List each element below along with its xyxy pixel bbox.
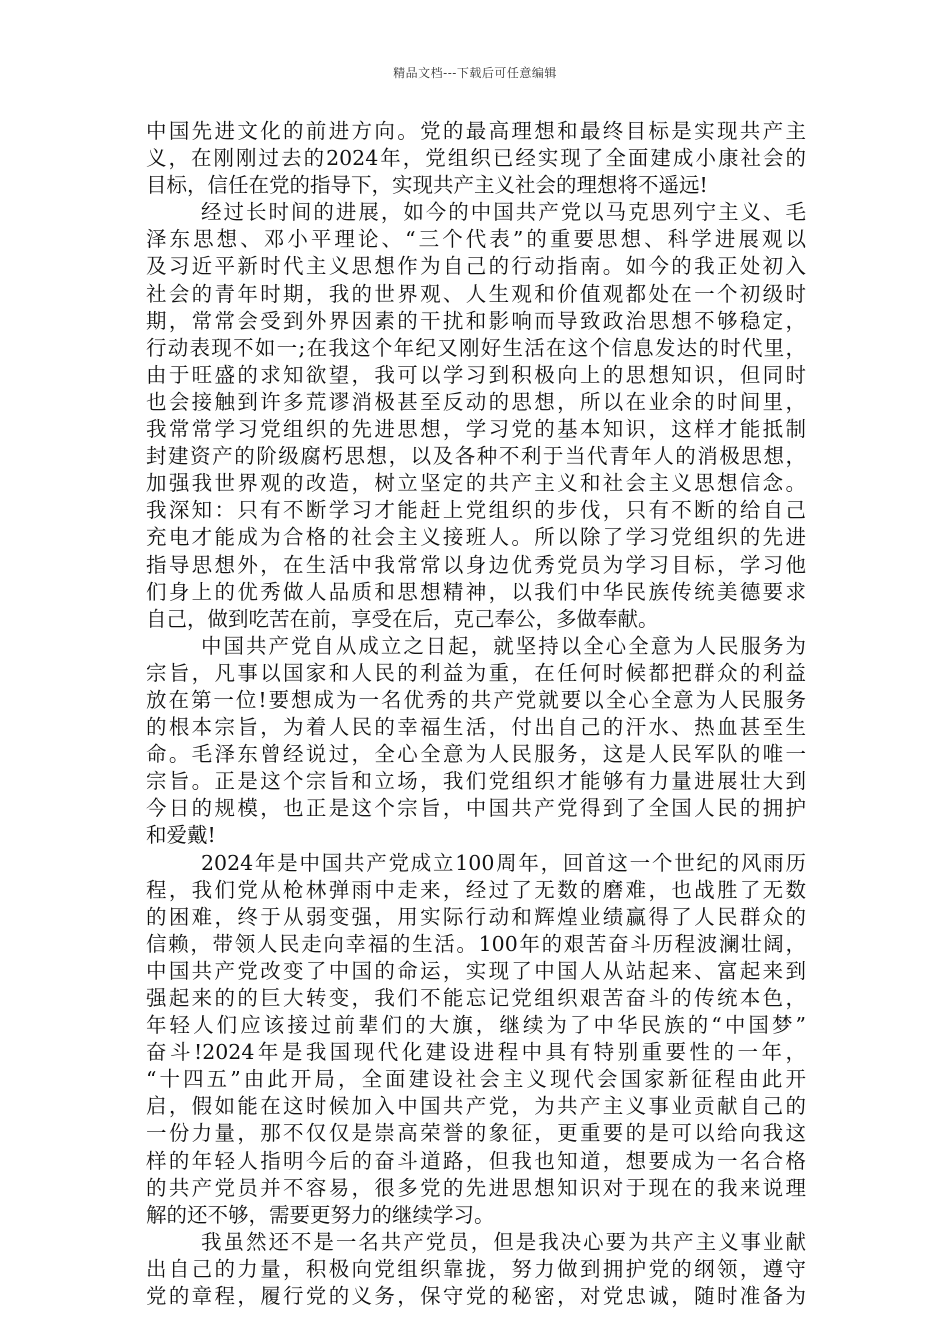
text-line: 程，我们党从枪林弹雨中走来，经过了无数的磨难，也战胜了无数 [146, 877, 806, 902]
text-line: 今日的规模，也正是这个宗旨，中国共产党得到了全国人民的拥护 [146, 796, 806, 821]
text-line: 宗旨，凡事以国家和人民的利益为重，在任何时候都把群众的利益 [146, 660, 806, 685]
text-line: 2024年是中国共产党成立100周年，回首这一个世纪的风雨历 [201, 850, 806, 875]
text-line: 义，在刚刚过去的2024年，党组织已经实现了全面建成小康社会的 [146, 146, 806, 171]
text-line: 信赖，带领人民走向幸福的生活。100年的艰苦奋斗历程波澜壮阔， [146, 931, 806, 956]
text-line: 放在第一位!要想成为一名优秀的共产党就要以全心全意为人民服务 [146, 687, 806, 712]
text-line: 我常常学习党组织的先进思想，学习党的基本知识，这样才能抵制 [146, 417, 806, 442]
text-line: 们身上的优秀做人品质和思想精神，以我们中华民族传统美德要求 [146, 579, 806, 604]
text-line: 命。毛泽东曾经说过，全心全意为人民服务，这是人民军队的唯一 [146, 742, 806, 767]
text-line: 自己，做到吃苦在前，享受在后，克己奉公，多做奉献。 [146, 606, 659, 631]
text-line: 奋斗!2024年是我国现代化建设进程中具有特别重要性的一年， [146, 1040, 806, 1065]
text-line: 中国先进文化的前进方向。党的最高理想和最终目标是实现共产主 [146, 119, 806, 143]
text-line: 行动表现不如一;在我这个年纪又刚好生活在这个信息发达的时代里， [146, 335, 806, 360]
page-header: 精品文档---下载后可任意编辑 [393, 66, 557, 80]
text-line: 社会的青年时期，我的世界观、人生观和价值观都处在一个初级时 [146, 281, 806, 306]
text-line: 充电才能成为合格的社会主义接班人。所以除了学习党组织的先进 [146, 525, 806, 550]
text-line: 期，常常会受到外界因素的干扰和影响而导致政治思想不够稳定， [146, 308, 806, 333]
text-line: 出自己的力量，积极向党组织靠拢，努力做到拥护党的纲领，遵守 [146, 1256, 806, 1281]
text-line: 解的还不够，需要更努力的继续学习。 [146, 1202, 495, 1227]
text-line: 的困难，终于从弱变强，用实际行动和辉煌业绩赢得了人民群众的 [146, 904, 806, 929]
text-line: 一份力量，那不仅仅是崇高荣誉的象征，更重要的是可以给向我这 [146, 1121, 806, 1146]
text-line: 及习近平新时代主义思想作为自己的行动指南。如今的我正处初入 [146, 254, 806, 279]
text-line: 封建资产的阶级腐朽思想，以及各种不利于当代青年人的消极思想， [146, 444, 806, 469]
text-line: 加强我世界观的改造，树立坚定的共产主义和社会主义思想信念。 [146, 471, 806, 496]
text-line: 年轻人们应该接过前辈们的大旗，继续为了中华民族的“中国梦” [146, 1013, 806, 1038]
text-line: 强起来的的巨大转变，我们不能忘记党组织艰苦奋斗的传统本色， [146, 986, 806, 1010]
text-line: 目标，信任在党的指导下，实现共产主义社会的理想将不遥远! [146, 173, 708, 198]
text-line: 中国共产党自从成立之日起，就坚持以全心全意为人民服务为 [201, 633, 806, 658]
text-line: 的共产党员并不容易，很多党的先进思想知识对于现在的我来说理 [146, 1175, 806, 1200]
text-line: 指导思想外，在生活中我常常以身边优秀党员为学习目标，学习他 [146, 552, 806, 577]
text-line: “十四五”由此开局，全面建设社会主义现代会国家新征程由此开 [146, 1067, 806, 1092]
text-line: 我深知：只有不断学习才能赶上党组织的步伐，只有不断的给自己 [146, 498, 806, 523]
text-line: 也会接触到许多荒谬消极甚至反动的思想，所以在业余的时间里， [146, 389, 806, 414]
text-line: 和爱戴! [146, 823, 216, 848]
text-line: 启，假如能在这时候加入中国共产党，为共产主义事业贡献自己的 [146, 1094, 806, 1119]
text-line: 经过长时间的进展，如今的中国共产党以马克思列宁主义、毛 [201, 200, 806, 225]
text-line: 样的年轻人指明今后的奋斗道路，但我也知道，想要成为一名合格 [146, 1148, 806, 1173]
document-body [146, 118, 806, 1310]
text-line: 泽东思想、邓小平理论、“三个代表”的重要思想、科学进展观以 [146, 227, 806, 252]
text-line: 中国共产党改变了中国的命运，实现了中国人从站起来、富起来到 [146, 958, 806, 983]
text-line: 由于旺盛的求知欲望，我可以学习到积极向上的思想知识，但同时 [146, 362, 806, 387]
text-line: 的根本宗旨，为着人民的幸福生活，付出自己的汗水、热血甚至生 [146, 715, 806, 740]
text-line: 宗旨。正是这个宗旨和立场，我们党组织才能够有力量进展壮大到 [146, 769, 806, 794]
text-line: 党的章程，履行党的义务，保守党的秘密，对党忠诚，随时准备为 [146, 1284, 806, 1309]
text-line: 我虽然还不是一名共产党员，但是我决心要为共产主义事业献 [201, 1229, 806, 1254]
